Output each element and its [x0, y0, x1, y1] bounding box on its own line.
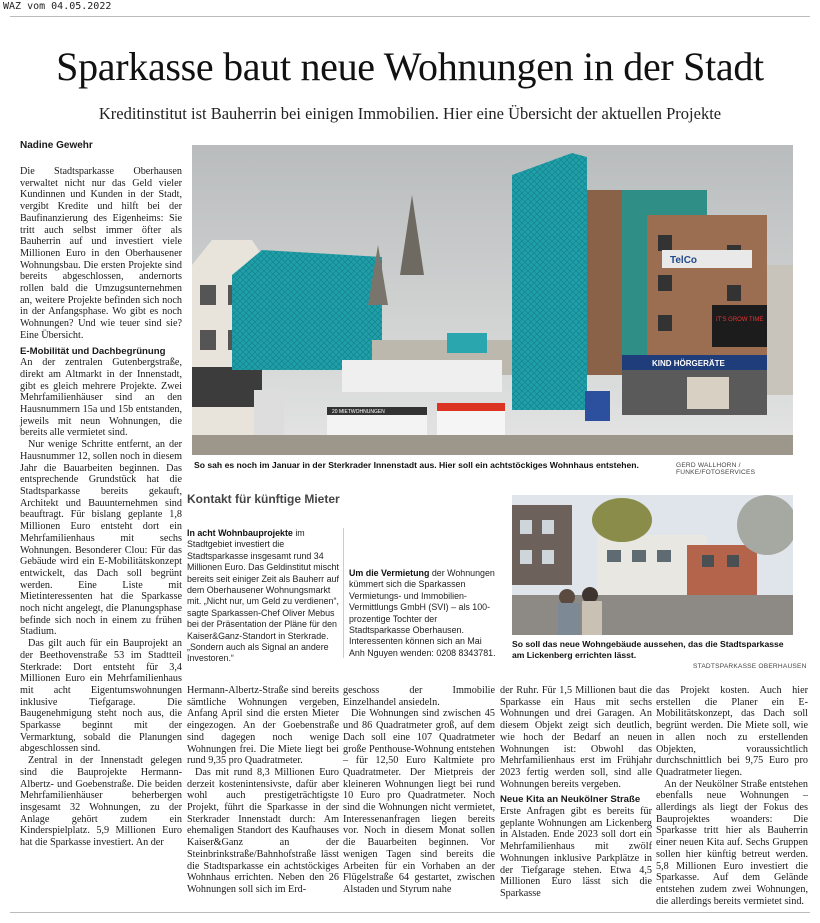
box-lead-2: Um die Vermietung — [349, 568, 430, 578]
paragraph: Das gilt auch für ein Bauprojekt an der Beethovenstraße 53 im Stadtteil Sterkrade: Dort entsteht für 3,4 Millionen Euro ein Mehrfamilienhaus mit acht Eigentumswohnungen inklusive Tiefgarage. Die Baugenehmigung steht noch aus, die Sparkasse beginnt mit der Vermarktung, sobald die Planungen abgeschlossen sind. — [20, 638, 182, 755]
paragraph: Nur wenige Schritte entfernt, an der Hausnummer 12, sollen noch in diesem Jahr die Bauarbeiten beginnen. Das entsprechende Grundstück hat die Stadtsparkasse bereits gekauft, Architekt und Bauunternehmen sind beauftragt. Für bislang geplante 1,8 Millionen Euro entsteht dort ein Mehrfamilienhaus mit sechs Wohnungen. Besonderer Clou: Für das Gebäude wird ein E-Mobilitätskonzept entwickelt, das Dach soll begrünt werden. Eine Liste mit Mietinteressenten hat die Sparkasse noch nicht angelegt, die Planungsphase befinde sich noch in einem zu frühen Stadium. — [20, 439, 182, 638]
column-2 — [187, 685, 339, 896]
paragraph: Zentral in der Innenstadt gelegen sind die Bauprojekte Hermann-Albertz- und Goebenstraße. Die beiden Mehrfamilienhäuser beherbergen insgesamt 32 Wohnungen, zu der Anlage gehört zudem ein Kinderspielplatz. 5,9 Millionen Euro hat die Sparkasse investiert. An der — [20, 755, 182, 849]
top-rule — [10, 16, 810, 17]
info-box-column-1 — [187, 528, 339, 665]
paragraph: Die Wohnungen sind zwischen 45 und 86 Quadratmeter groß, auf dem Dach soll eine 107 Quadratmeter große Penthouse-Wohnung entstehen – für 12,50 Euro Kaltmiete pro Quadratmeter. Der Mietpreis der kleineren Wohnungen liegt bei rund 10 Euro pro Quadratmeter. Noch sind die Wohnungen nicht vermietet, Interessenanfragen liegen bereits vor. Noch in diesem Monat sollen die Bauarbeiten beginnen. Vor wenigen Tagen sind bereits die Arbeiten für ein Vorhaben an der Flügelstraße 64 gestartet, zwischen Alstaden und Styrum nahe — [343, 708, 495, 895]
hoarding-sign: 20 MIETWOHNUNGEN — [332, 409, 385, 415]
subheadline: Kreditinstitut ist Bauherrin bei einigen Immobilien. Hier eine Übersicht der aktuellen Projekte — [98, 104, 722, 123]
box-lead-1: In acht Wohnbauprojekte — [187, 528, 293, 538]
column-5 — [656, 685, 808, 907]
paragraph: Erste Anfragen gibt es bereits für geplante Wohnungen am Lickenberg in Alstaden. Ende 2023 soll dort ein Mehrfamilienhaus mit zwölf Wohnungen inklusive Parkplätze in der Tiefgarage stehen. Etwa 4,5 Millionen Euro lässt sich die Sparkasse — [500, 806, 652, 899]
headline: Sparkasse baut neue Wohnungen in der Stadt — [56, 44, 764, 89]
bottom-rule — [10, 912, 810, 913]
paragraph: geschoss der Immobilie Einzelhandel ansiedeln. — [343, 685, 495, 708]
section-heading: Neue Kita an Neukölner Straße — [500, 794, 641, 806]
box-text-2: der Wohnungen kümmert sich die Sparkassen Vermietungs- und Immobilien-Vermittlungs GmbH (SVI) – als 100-prozentige Tochter der Stadtsparkasse Oberhausen. Interessenten können sich an Mai Anh Nguyen wenden: 0208 8343781. — [349, 568, 496, 658]
paragraph: An der zentralen Gutenbergstraße, direkt am Altmarkt in der Innenstadt, gibt es gleich mehrere Projekte. Zwei Mehrfamilienhäuser sind an den Hausnummern 15a und 15b entstanden, jeweils mit neun Wohnungen, die bereits alle vermietet sind. — [20, 357, 182, 439]
paragraph: der Ruhr. Für 1,5 Millionen baut die Sparkasse ein Haus mit sechs Wohnungen und drei Garagen. An diesem Objekt zeigt sich deutlich, wie hoch der Bedarf an neuen Wohnungen ist: Obwohl das Mehrfamilienhaus erst im Frühjahr 2023 fertig werden soll, sind alle Wohnungen bereits vergeben. — [500, 685, 652, 790]
street-construction-photo — [192, 145, 793, 455]
paragraph: Das mit rund 8,3 Millionen Euro derzeit kostenintensivste, dafür aber wohl auch prestigeträchtigste Projekt, führt die Sparkasse in der Sterkrader Innenstadt durch: Am ehemaligen Standort des Kaufhauses Kaiser&Ganz an der Steinbrinkstraße/Bahnhofstraße lässt die Stadtsparkasse ein achtstöckiges Wohnhaus errichten. Neben den 26 Wohnungen soll sich im Erd- — [187, 766, 339, 895]
column-1 — [20, 166, 182, 849]
paragraph: An der Neukölner Straße entstehen ebenfalls neue Wohnungen – allerdings als liegt der Fokus des Bauprojektes woanders: Die Sparkasse tritt hier als Bauherrin einer neuen Kita auf. Sechs Gruppen sollen hier künftig betreut werden. 5,8 Millionen Euro investiert die Sparkasse. Auf dem Gelände entstehen zudem zwei Wohnungen, die allerdings bereits vermietet sind. — [656, 778, 808, 907]
rendering-credit: STADTSPARKASSE OBERHAUSEN — [693, 663, 807, 670]
masthead: WAZ vom 04.05.2022 — [3, 1, 112, 12]
telco-sign: TelCo — [670, 255, 698, 266]
column-3 — [343, 685, 495, 896]
box-divider — [343, 528, 344, 658]
section-heading: E-Mobilität und Dachbegrünung — [20, 345, 166, 357]
paragraph: Die Stadtsparkasse Oberhausen verwaltet nicht nur das Geld vieler Kundinnen und Kunden in der Stadt, vergibt Kredite und hilft bei der Baufinanzierung des Eigenheims: Sie tritt auch selbst immer öfter als Bauherrin auf und investiert viele Millionen Euro in den Oberhausener Wohnungsbau. Die ersten Projekte sind bereits abgeschlossen, andernorts rollen bald die Umzugsunternehmen an, weitere Projekte befinden sich noch in der Anfangsphase. Wo gibt es noch Wohnungen? Und wie teuer sind sie? Eine Übersicht. — [20, 166, 182, 341]
rendering-photo — [512, 495, 793, 635]
grow-sign: IT'S GROW TIME — [716, 317, 764, 323]
column-4 — [500, 685, 652, 900]
photo-caption: So sah es noch im Januar in der Sterkrader Innenstadt aus. Hier soll ein achtstöckiges Wohnhaus entstehen. — [194, 460, 639, 470]
box-text-1: im Stadtgebiet investiert die Stadtsparkasse insgesamt rund 34 Millionen Euro. Das Geldinstitut mischt bereits seit einiger Zeit als Bauherr auf dem Oberhausener Wohnungsmarkt mit. „Nicht nur, um Geld zu verdienen“, sagte Sparkassen-Chef Oliver Mebus bei der Präsentation der Pläne für den Kaiser&Ganz-Standort in Sterkrade. „Sondern auch als Signal an andere Investoren.“ — [187, 528, 339, 664]
kind-sign: KIND HÖRGERÄTE — [652, 359, 725, 368]
building-rendering — [512, 495, 793, 635]
info-box-column-2 — [349, 568, 499, 659]
main-photo — [192, 145, 793, 455]
paragraph: Hermann-Albertz-Straße sind bereits sämtliche Wohnungen vergeben, Anfang April sind die ersten Mieter eingezogen. An der Goebenstraße sind dagegen noch wenige Wohnungen frei. Die Miete liegt bei rund 9,35 pro Quadratmeter. — [187, 685, 339, 767]
author: Nadine Gewehr — [20, 140, 93, 151]
rendering-caption: So soll das neue Wohngebäude aussehen, das die Stadtsparkasse am Lickenberg errichten lässt. — [512, 639, 784, 660]
box-title: Kontakt für künftige Mieter — [187, 492, 340, 506]
photo-credit: GERD WALLHORN / FUNKE/FOTOSERVICES — [676, 462, 756, 476]
paragraph: das Projekt kosten. Auch hier erstellen die Planer ein E-Mobilitätskonzept, das Dach soll begrünt werden. Die Miete soll, wie in allen noch zu erstellenden Objekten, voraussichtlich durchschnittlich bei 9,75 Euro pro Quadratmeter liegen. — [656, 685, 808, 778]
